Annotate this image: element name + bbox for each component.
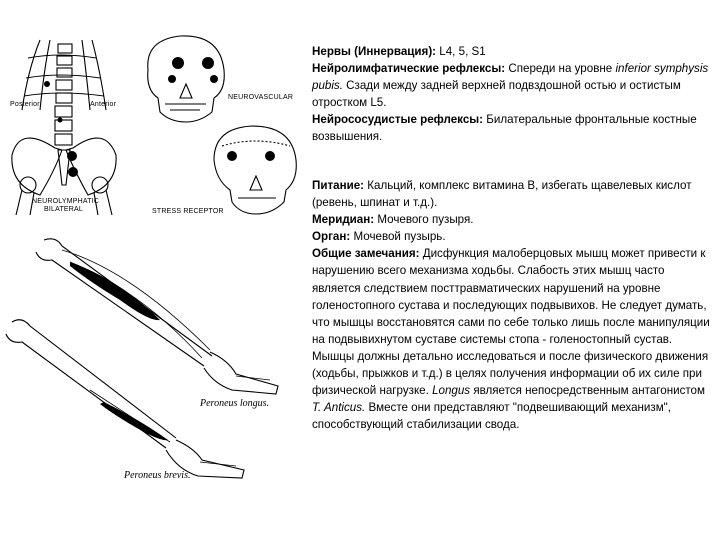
reflex-point <box>44 81 50 87</box>
reflex-point <box>172 57 184 69</box>
reflex-point <box>168 75 176 83</box>
general-value-1: Дисфункция малоберцовых мышц может привести к нарушению всего механизма ходьбы. Слабость этих мышц часто является следствием посттравматических нарушений на уровне голеностопного сустава и последующих подвывихов. Не следует думать, что мышцы восстановятся сами по себе только лишь после манипуляции на подвывихнутом суставе системы стопа - голеностопный сустав. Мышцы должны детально исследоваться и после физического движения (ходьбы, прыжков и т.д.) в целях получения информации об их силе при физической нагрузке. <box>312 247 710 398</box>
label-posterior: Posterior <box>10 101 40 108</box>
spine-pelvis-figure <box>12 40 116 215</box>
general-value-3: Вместе они представляют "подвешивающий механизм", способствующий стабилизации свода. <box>312 401 672 432</box>
nerves-value: L4, 5, S1 <box>439 45 486 58</box>
organ-label: Орган: <box>312 230 351 244</box>
general-value-2: является непосредственным антагонистом <box>473 384 705 398</box>
vascular-paragraph <box>312 111 712 145</box>
lymph-value-italic: inferior symphysis pubis. <box>312 62 709 93</box>
meridian-value: Мочевого пузыря. <box>377 213 474 227</box>
label-anterior: Anterior <box>90 101 117 108</box>
nerves-line <box>312 43 712 60</box>
lymph-value-2: Сзади между задней верхней подвздошной остью и остистым отростком L5. <box>312 79 681 110</box>
clinical-info-block <box>312 177 712 433</box>
general-label: Общие замечания: <box>312 247 420 261</box>
general-italic-longus: Longus <box>432 384 471 398</box>
muscle-shading <box>44 57 275 440</box>
vascular-value: Билатеральные фронтальные костные возвышения. <box>312 113 697 144</box>
longus-muscle-belly <box>70 262 160 320</box>
reflex-point <box>265 151 275 161</box>
general-italic-anticus: T. Anticus. <box>312 401 366 415</box>
reflex-point <box>58 118 63 123</box>
lymph-paragraph <box>312 60 712 111</box>
anatomy-illustration <box>0 0 310 540</box>
vascular-label: Нейрососудистые рефлексы: <box>312 113 484 127</box>
skull-stress-receptor <box>214 126 296 214</box>
organ-value: Мочевой пузырь. <box>353 230 446 244</box>
nutrition-label: Питание: <box>312 179 365 192</box>
nutrition-value: Кальций, комплекс витамина B, избегать щавелевых кислот (ревень, шпинат и т.д.). <box>312 179 692 210</box>
organ-line <box>312 228 712 245</box>
caption-peroneus-brevis: Peroneus brevis. <box>124 470 191 481</box>
nerves-label: Нервы (Иннервация): <box>312 45 437 58</box>
caption-peroneus-longus: Peroneus longus. <box>200 398 270 409</box>
reflex-point <box>227 151 237 161</box>
lymph-label: Нейролимфатические рефлексы: <box>312 62 506 76</box>
nutrition-paragraph <box>312 177 712 211</box>
meridian-line <box>312 211 712 228</box>
brevis-muscle-belly <box>100 402 168 440</box>
leg-peroneus-longus <box>36 239 278 394</box>
lymph-value-1: Спереди на уровне <box>508 62 613 76</box>
reflex-point <box>210 75 218 83</box>
reflex-point <box>202 57 214 69</box>
reflex-point <box>67 151 77 161</box>
reflex-info-block <box>312 43 712 146</box>
reflex-point <box>68 167 78 177</box>
label-bilateral: BILATERAL <box>44 206 84 213</box>
label-neurolymphatic: NEUROLYMPHATIC <box>32 198 100 205</box>
general-paragraph <box>312 245 712 433</box>
label-stress-receptor: STRESS RECEPTOR <box>152 208 224 215</box>
label-neurovascular: NEUROVASCULAR <box>228 94 294 101</box>
meridian-label: Меридиан: <box>312 213 375 227</box>
